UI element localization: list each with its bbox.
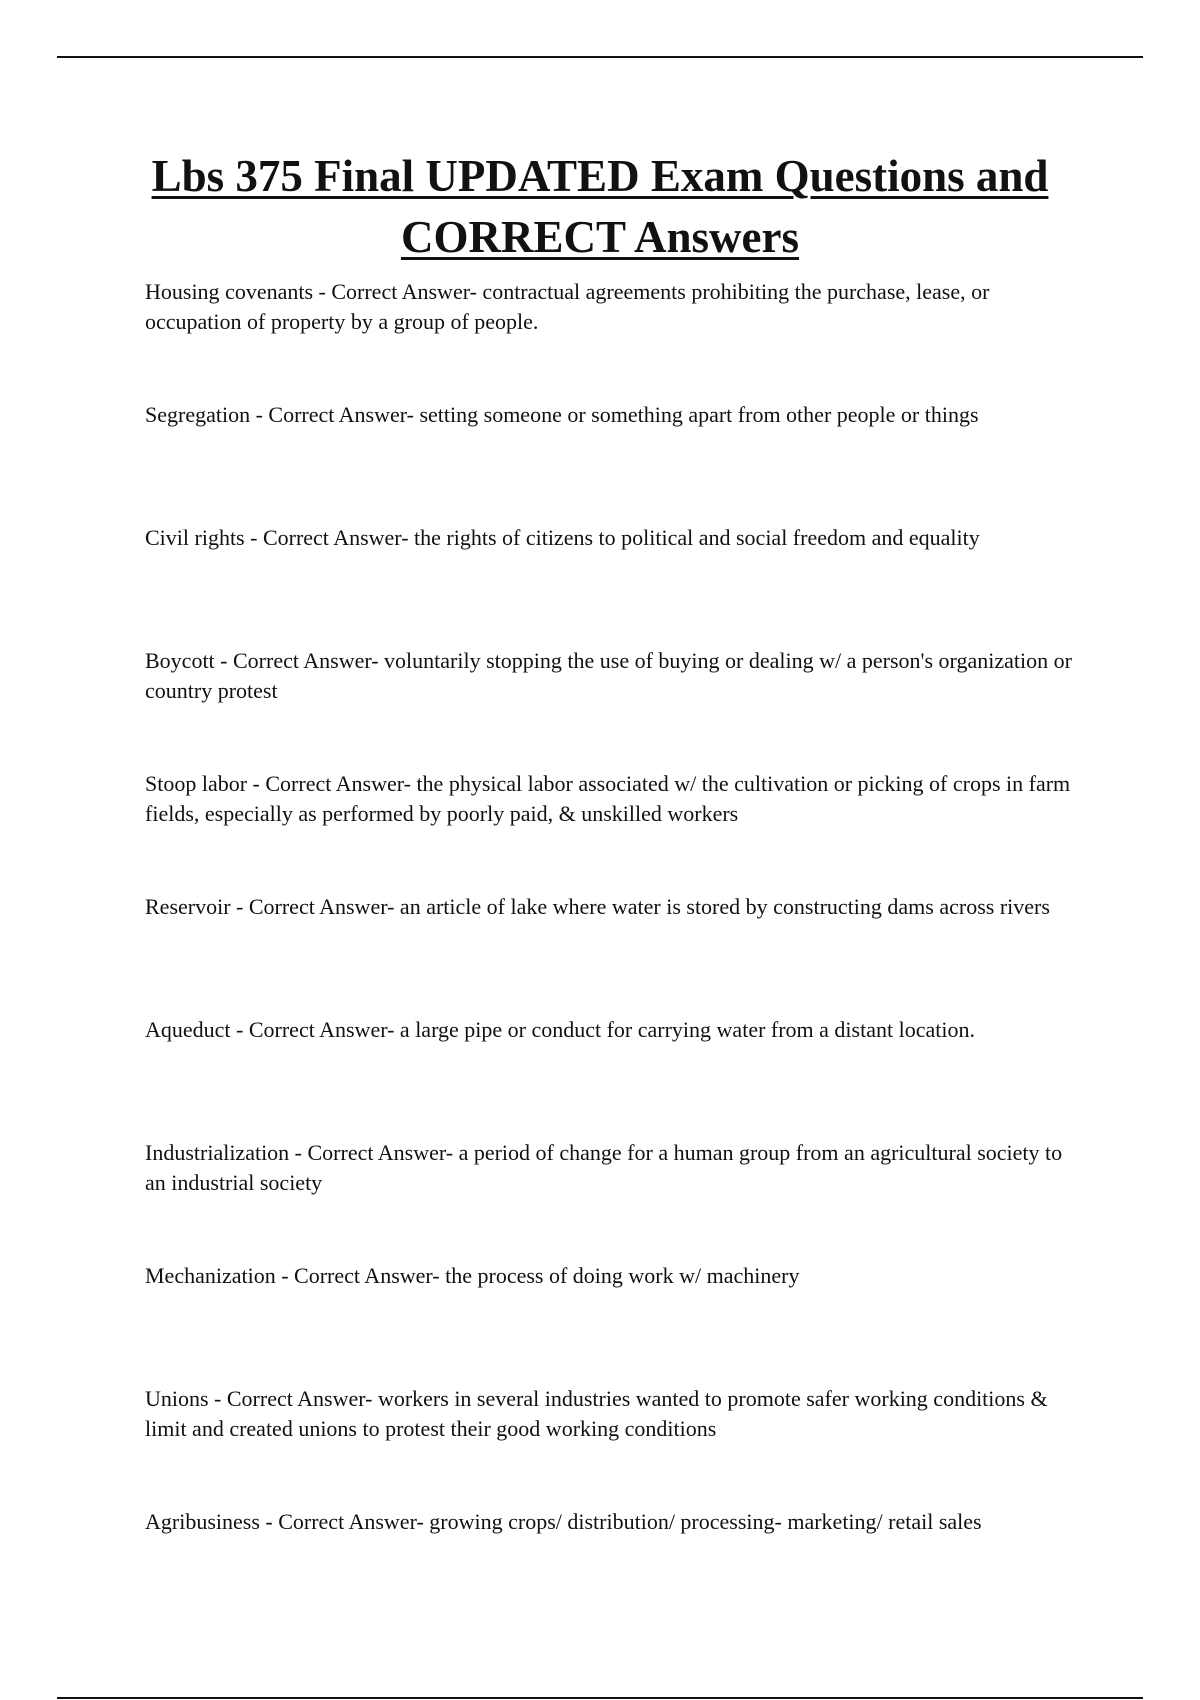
qa-entry-segregation: Segregation - Correct Answer- setting someone or something apart from other people or things xyxy=(145,402,979,427)
qa-entry-housing-covenants: Housing covenants - Correct Answer- contractual agreements prohibiting the purchase, lease, or occupation of property by a group of people. xyxy=(145,279,990,334)
qa-entry-stoop-labor: Stoop labor - Correct Answer- the physical labor associated w/ the cultivation or picking of crops in farm fields, especially as performed by poorly paid, & unskilled workers xyxy=(145,771,1071,826)
document-title: Lbs 375 Final UPDATED Exam Questions and CORRECT Answers xyxy=(151,151,1049,262)
qa-list xyxy=(145,277,1075,1630)
qa-entry-aqueduct: Aqueduct - Correct Answer- a large pipe or conduct for carrying water from a distant location. xyxy=(145,1017,975,1042)
qa-entry-civil-rights: Civil rights - Correct Answer- the rights of citizens to political and social freedom and equality xyxy=(145,525,980,550)
qa-entry-reservoir: Reservoir - Correct Answer- an article of lake where water is stored by constructing dams across rivers xyxy=(145,894,1050,919)
top-divider xyxy=(57,56,1143,58)
qa-entry-agribusiness: Agribusiness - Correct Answer- growing crops/ distribution/ processing- marketing/ retail sales xyxy=(145,1509,982,1534)
qa-entry-boycott: Boycott - Correct Answer- voluntarily stopping the use of buying or dealing w/ a person's organization or country protest xyxy=(145,648,1072,703)
qa-entry-mechanization: Mechanization - Correct Answer- the process of doing work w/ machinery xyxy=(145,1263,800,1288)
qa-entry-industrialization: Industrialization - Correct Answer- a period of change for a human group from an agricultural society to an industrial society xyxy=(145,1140,1063,1195)
bottom-divider xyxy=(57,1697,1143,1699)
qa-entry-unions: Unions - Correct Answer- workers in several industries wanted to promote safer working conditions & limit and created unions to protest their good working conditions xyxy=(145,1386,1048,1441)
